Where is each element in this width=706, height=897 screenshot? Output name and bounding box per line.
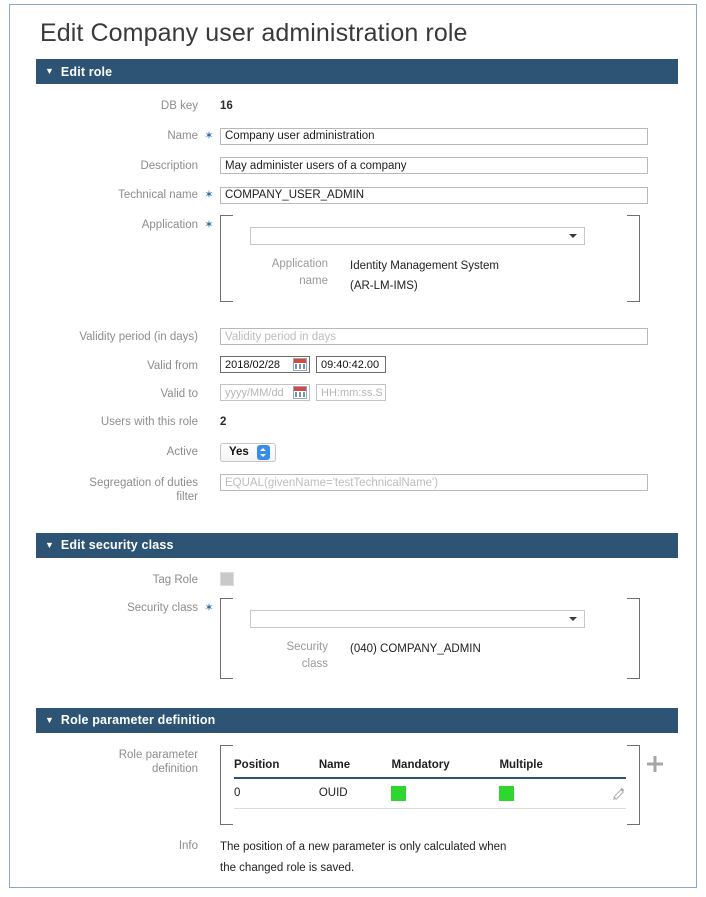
field-row-technical-name bbox=[28, 185, 678, 204]
label-application-name-line2: name bbox=[299, 274, 328, 287]
required-marker-name: ✶ bbox=[204, 130, 214, 142]
required-marker-security-class: ✶ bbox=[204, 601, 214, 614]
required-marker-technical-name: ✶ bbox=[204, 189, 214, 201]
label-application: Application bbox=[141, 218, 198, 231]
validity-period-input[interactable] bbox=[220, 328, 648, 345]
status-badge-mandatory bbox=[391, 786, 406, 801]
edit-role-fields bbox=[28, 84, 678, 504]
application-name-block bbox=[250, 256, 610, 296]
collapse-triangle-icon[interactable]: ▼ bbox=[45, 66, 54, 76]
calendar-icon[interactable] bbox=[293, 386, 307, 399]
label-valid-to: Valid to bbox=[160, 388, 198, 400]
valid-to-date-input[interactable] bbox=[221, 387, 293, 399]
application-select[interactable] bbox=[250, 227, 585, 245]
label-application-name bbox=[250, 256, 328, 296]
label-name: Name bbox=[167, 130, 198, 142]
field-row-security-class bbox=[28, 598, 678, 679]
required-marker-application: ✶ bbox=[204, 218, 214, 231]
field-row-role-parameter-definition bbox=[28, 745, 678, 825]
label-db-key: DB key bbox=[160, 100, 198, 112]
required-marker-none bbox=[198, 156, 220, 173]
value-security-class-detail bbox=[350, 639, 481, 673]
label-users-with-role: Users with this role bbox=[100, 416, 198, 428]
collapse-triangle-icon[interactable]: ▼ bbox=[45, 539, 54, 550]
field-row-name bbox=[28, 126, 678, 145]
active-select[interactable] bbox=[220, 443, 276, 462]
page-title: Edit Company user administration role bbox=[40, 19, 468, 47]
name-input[interactable] bbox=[220, 128, 648, 145]
valid-from-time-input[interactable] bbox=[317, 359, 385, 371]
section-title-edit-security-class: Edit security class bbox=[60, 538, 174, 552]
required-marker-none bbox=[198, 384, 220, 401]
valid-to-group bbox=[220, 384, 678, 401]
page-frame bbox=[9, 4, 697, 888]
info-text bbox=[220, 836, 678, 879]
label-tag-role: Tag Role bbox=[152, 573, 198, 586]
cell-position: 0 bbox=[234, 778, 319, 809]
required-marker-none bbox=[198, 96, 220, 113]
section-title-role-parameter-definition: Role parameter definition bbox=[60, 713, 216, 727]
valid-to-time-input[interactable] bbox=[317, 387, 385, 399]
security-class-fields bbox=[28, 558, 678, 679]
required-marker-none bbox=[198, 412, 220, 429]
required-marker-none bbox=[198, 570, 220, 587]
add-parameter-button[interactable] bbox=[646, 755, 664, 773]
column-header-position: Position bbox=[234, 759, 319, 778]
field-row-tag-role bbox=[28, 570, 678, 587]
label-segregation-filter bbox=[28, 473, 198, 504]
field-row-info bbox=[28, 836, 678, 879]
label-segregation-filter-line2: filter bbox=[176, 490, 198, 503]
label-technical-name: Technical name bbox=[118, 189, 198, 201]
segregation-filter-input[interactable] bbox=[220, 474, 648, 491]
column-header-actions bbox=[588, 759, 626, 778]
role-parameter-table bbox=[234, 759, 626, 809]
field-row-validity-period bbox=[28, 327, 678, 346]
application-group bbox=[220, 215, 640, 302]
cell-mandatory bbox=[391, 778, 499, 809]
label-validity-period: Validity period (in days) bbox=[79, 330, 198, 343]
value-application-name-line1: Identity Management System bbox=[350, 259, 499, 272]
field-row-valid-to bbox=[28, 384, 678, 401]
cell-name: OUID bbox=[319, 778, 392, 809]
field-row-segregation-filter bbox=[28, 473, 678, 504]
status-badge-multiple bbox=[499, 786, 514, 801]
column-header-multiple: Multiple bbox=[499, 759, 587, 778]
label-description: Description bbox=[140, 159, 198, 172]
role-parameter-fields bbox=[28, 733, 678, 879]
valid-to-time-field[interactable] bbox=[316, 384, 386, 401]
field-row-application bbox=[28, 215, 678, 302]
technical-name-input[interactable] bbox=[220, 187, 648, 204]
section-header-edit-security-class[interactable] bbox=[36, 533, 678, 558]
table-row bbox=[234, 778, 626, 809]
required-marker-none bbox=[198, 473, 220, 490]
value-db-key: 16 bbox=[220, 100, 233, 112]
security-class-select[interactable] bbox=[250, 610, 585, 628]
field-row-description bbox=[28, 156, 678, 175]
required-marker-none bbox=[198, 836, 220, 853]
field-row-active bbox=[28, 442, 678, 462]
valid-from-date-input[interactable] bbox=[221, 359, 293, 371]
field-row-db-key bbox=[28, 96, 678, 115]
table-header-row bbox=[234, 759, 626, 778]
column-header-name: Name bbox=[319, 759, 392, 778]
required-marker-none bbox=[198, 442, 220, 459]
required-marker-none bbox=[198, 745, 220, 762]
value-security-class-detail-text: (040) COMPANY_ADMIN bbox=[350, 642, 481, 655]
required-marker-none bbox=[198, 356, 220, 373]
valid-from-time-field[interactable] bbox=[316, 356, 386, 373]
valid-from-date-field[interactable] bbox=[220, 356, 310, 373]
column-header-mandatory: Mandatory bbox=[391, 759, 499, 778]
label-security-class-detail-line1: Security bbox=[286, 640, 328, 653]
cell-multiple bbox=[499, 778, 587, 809]
section-header-role-parameter-definition[interactable] bbox=[36, 708, 678, 733]
role-parameter-table-group bbox=[220, 745, 640, 825]
valid-to-date-field[interactable] bbox=[220, 384, 310, 401]
info-text-line2: the changed role is saved. bbox=[220, 861, 355, 874]
section-title-edit-role: Edit role bbox=[60, 64, 113, 79]
label-role-parameter-definition bbox=[28, 745, 198, 776]
value-users-with-role: 2 bbox=[220, 416, 227, 428]
edit-pencil-icon[interactable] bbox=[611, 786, 626, 801]
tag-role-checkbox[interactable] bbox=[220, 572, 234, 586]
calendar-icon[interactable] bbox=[293, 358, 307, 371]
label-application-name-line1: Application bbox=[271, 257, 328, 270]
security-class-group bbox=[220, 598, 640, 679]
value-application-name bbox=[350, 256, 499, 296]
label-valid-from: Valid from bbox=[147, 360, 198, 372]
field-row-valid-from bbox=[28, 356, 678, 373]
collapse-triangle-icon[interactable]: ▼ bbox=[45, 714, 54, 725]
active-select-value: Yes bbox=[229, 446, 249, 458]
label-info: Info bbox=[178, 839, 198, 852]
chevron-down-icon[interactable] bbox=[569, 234, 577, 238]
valid-from-group bbox=[220, 356, 678, 373]
label-role-parameter-line2: definition bbox=[151, 762, 198, 775]
chevron-down-icon[interactable] bbox=[569, 617, 577, 621]
info-text-line1: The position of a new parameter is only calculated when bbox=[220, 840, 507, 853]
description-input[interactable] bbox=[220, 157, 648, 174]
cell-actions bbox=[588, 778, 626, 809]
label-security-class-detail bbox=[250, 639, 328, 673]
value-application-name-line2: (AR-LM-IMS) bbox=[350, 279, 418, 292]
field-row-users-with-role bbox=[28, 412, 678, 431]
stepper-arrows-icon[interactable] bbox=[257, 445, 270, 460]
label-security-class-detail-line2: class bbox=[301, 657, 328, 670]
label-active: Active bbox=[166, 446, 198, 458]
section-header-edit-role[interactable] bbox=[36, 59, 678, 84]
required-marker-none bbox=[198, 327, 220, 344]
label-role-parameter-line1: Role parameter bbox=[118, 748, 198, 761]
security-class-detail-block bbox=[250, 639, 610, 673]
label-segregation-filter-line1: Segregation of duties bbox=[89, 476, 198, 489]
label-security-class: Security class bbox=[127, 601, 198, 614]
